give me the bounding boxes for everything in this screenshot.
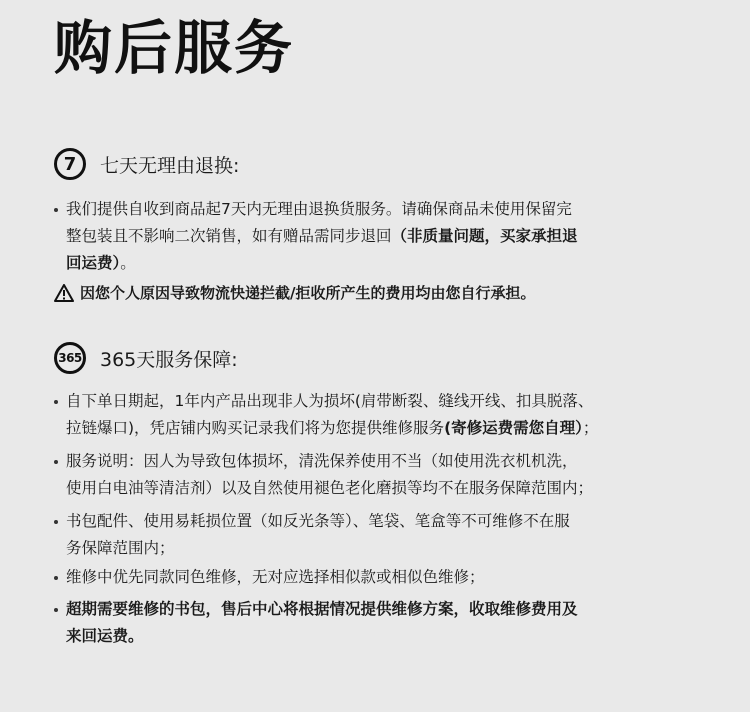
- seven-day-policy-item: [54, 196, 704, 277]
- bullet-dot: [54, 576, 58, 580]
- bullet-dot: [54, 520, 58, 524]
- service-bold-line: 来回运费。: [66, 627, 144, 645]
- service-365-title: 365天服务保障:: [100, 348, 238, 371]
- warning-triangle-icon: [54, 284, 74, 302]
- bullet-dot: [54, 460, 58, 464]
- service-item: [54, 388, 704, 442]
- warning-text: 因您个人原因导致物流快递拦截/拒收所产生的费用均由您自行承担。: [80, 284, 536, 302]
- service-line: 拉链爆口)，凭店铺内购买记录我们将为您提供维修服务: [66, 419, 445, 437]
- service-item: [54, 564, 704, 591]
- policy-line: 整包装且不影响二次销售，如有赠品需同步退回: [66, 227, 392, 245]
- service-bold-note: (寄修运费需您自理）: [444, 419, 583, 437]
- service-line: 维修中优先同款同色维修，无对应选择相似款或相似色维修；: [66, 568, 485, 586]
- service-item: [54, 508, 704, 562]
- seven-day-heading: [54, 146, 239, 182]
- service-line: 服务说明：因人为导致包体损坏，清洗保养使用不当（如使用洗衣机机洗，: [66, 452, 578, 470]
- service-line: 自下单日期起，1年内产品出现非人为损坏(肩带断裂、缝线开线、扣具脱落、: [66, 392, 594, 410]
- bullet-dot: [54, 208, 58, 212]
- bullet-dot: [54, 400, 58, 404]
- policy-bold-note: （非质量问题，买家承担退: [391, 227, 578, 245]
- service-line: 书包配件、使用易耗损位置（如反光条等）、笔袋、笔盒等不可维修不在服: [66, 512, 570, 530]
- policy-line: 我们提供自收到商品起7天内无理由退换货服务。请确保商品未使用保留完: [66, 200, 572, 218]
- page-title: 购后服务: [54, 14, 295, 82]
- warning-notice: [54, 282, 535, 303]
- service-bold-line: 超期需要维修的书包，售后中心将根据情况提供维修方案，收取维修费用及: [66, 600, 578, 618]
- service-item: [54, 448, 704, 502]
- service-365-heading: [54, 340, 238, 376]
- service-line: 使用白电油等清洁剂）以及自然使用褪色老化磨损等均不在服务保障范围内；: [66, 479, 594, 497]
- seven-day-title: 七天无理由退换:: [100, 154, 240, 177]
- bullet-dot: [54, 608, 58, 612]
- policy-bold-note: 回运费）: [66, 254, 121, 272]
- seven-day-badge-icon: 7: [54, 148, 86, 180]
- service-tail: ；: [582, 419, 599, 437]
- service-line: 务保障范围内；: [66, 539, 175, 557]
- policy-tail: 。: [120, 254, 136, 272]
- service-item: [54, 596, 704, 650]
- service-365-badge-icon: 365: [54, 342, 86, 374]
